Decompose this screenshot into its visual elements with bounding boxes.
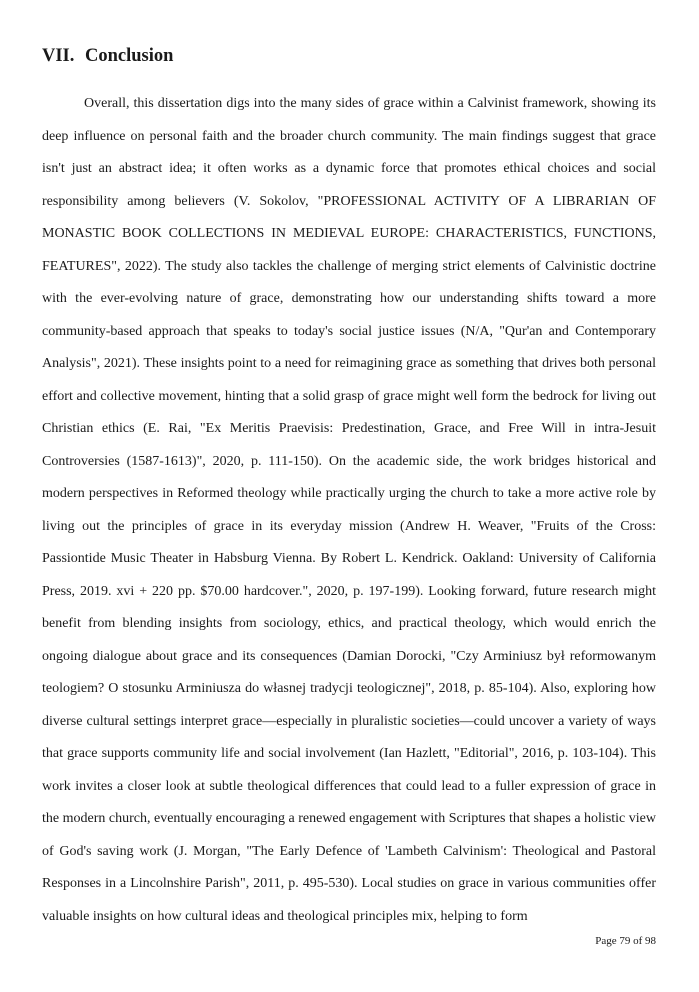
conclusion-paragraph: Overall, this dissertation digs into the many sides of grace within a Calvinist framework, showing its deep influence on personal faith and the broader church community. The main findings suggest that grace isn't just an abstract idea; it often works as a dynamic force that promotes ethical choices and social responsibility among believers (V. Sokolov, "PROFESSIONAL ACTIVITY OF A LIBRARIAN OF MONASTIC BOOK COLLECTIONS IN MEDIEVAL EUROPE: CHARACTERISTICS, FUNCTIONS, FEATURES", 2022). The study also tackles the challenge of merging strict elements of Calvinistic doctrine with the ever-evolving nature of grace, demonstrating how our understanding shifts toward a more community-based approach that speaks to today's social justice issues (N/A, "Qur'an and Contemporary Analysis", 2021). These insights point to a need for reimagining grace as something that drives both personal effort and collective movement, hinting that a solid grasp of grace might well form the bedrock for living out Christian ethics (E. Rai, "Ex Meritis Praevisis: Predestination, Grace, and Free Will in intra-Jesuit Controversies (1587-1613)", 2020, p. 111-150). On the academic side, the work bridges historical and modern perspectives in Reformed theology while practically urging the church to take a more active role by living out the principles of grace in its everyday mission (Andrew H. Weaver, "Fruits of the Cross: Passiontide Music Theater in Habsburg Vienna. By Robert L. Kendrick. Oakland: University of California Press, 2019. xvi + 220 pp. $70.00 hardcover.", 2020, p. 197-199). Looking forward, future research might benefit from blending insights from sociology, ethics, and practical theology, which would enrich the ongoing dialogue about grace and its consequences (Damian Dorocki, "Czy Arminiusz był reformowanym teologiem? O stosunku Arminiusza do własnej tradycji teologicznej", 2018, p. 85-104). Also, exploring how diverse cultural settings interpret grace—especially in pluralistic societies—could uncover a variety of ways that grace supports community life and social involvement (Ian Hazlett, "Editorial", 2016, p. 103-104). This work invites a closer look at subtle theological differences that could lead to a fuller expression of grace in the modern church, eventually encouraging a renewed engagement with Scriptures that shapes a holistic view of God's saving work (J. Morgan, "The Early Defence of 'Lambeth Calvinism': Theological and Pastoral Responses in a Lincolnshire Parish", 2011, p. 495-530). Local studies on grace in various communities offer valuable insights on how cultural ideas and theological principles mix, helping to form: [42, 96, 656, 924]
page-number: Page 79 of 98: [595, 935, 656, 947]
section-title: Conclusion: [85, 46, 174, 66]
section-number: VII.: [42, 46, 75, 66]
section-heading: [42, 44, 173, 68]
